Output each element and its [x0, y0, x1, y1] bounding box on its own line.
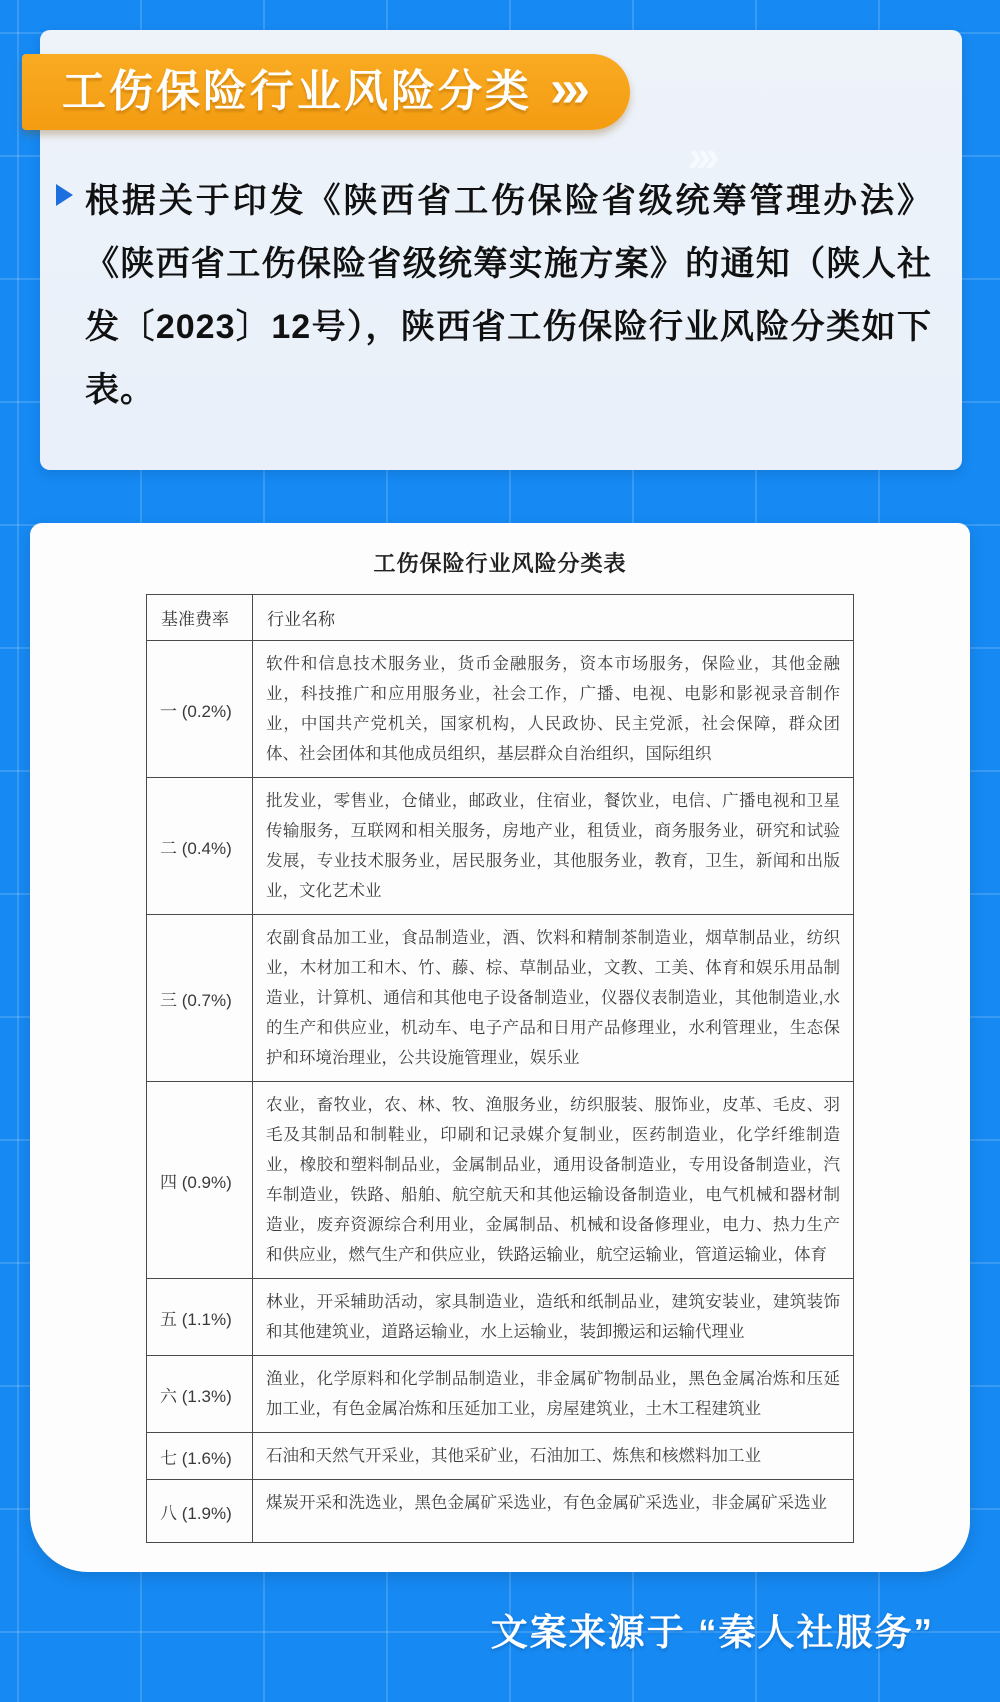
header-base-rate: 基准费率	[147, 595, 253, 641]
intro-paragraph	[85, 170, 932, 422]
rate-cell: 一 (0.2%)	[147, 641, 253, 778]
industries-cell: 渔业，化学原料和化学制品制造业，非金属矿物制品业，黑色金属冶炼和压延加工业，有色金属冶炼和压延加工业，房屋建筑业，土木工程建筑业	[253, 1356, 854, 1433]
page-title: 工伤保险行业风险分类	[62, 67, 532, 116]
header-industry-name: 行业名称	[253, 595, 854, 641]
table-row	[147, 915, 854, 1082]
bullet-triangle-icon	[56, 184, 73, 206]
table-title: 工伤保险行业风险分类表	[373, 551, 627, 576]
rate-cell: 七 (1.6%)	[147, 1433, 253, 1480]
table-row	[147, 1279, 854, 1356]
rate-cell: 二 (0.4%)	[147, 778, 253, 915]
title-banner	[22, 54, 630, 130]
industries-cell: 林业，开采辅助活动，家具制造业，造纸和纸制品业，建筑安装业，建筑装饰和其他建筑业，道路运输业，水上运输业，装卸搬运和运输代理业	[253, 1279, 854, 1356]
table-row	[147, 1480, 854, 1543]
industries-cell: 石油和天然气开采业，其他采矿业，石油加工、炼焦和核燃料加工业	[253, 1433, 854, 1480]
risk-classification-table	[146, 594, 854, 1543]
rate-cell: 八 (1.9%)	[147, 1480, 253, 1543]
table-header-row	[147, 595, 854, 641]
table-row	[147, 641, 854, 778]
intro-text: 根据关于印发《陕西省工伤保险省级统筹管理办法》《陕西省工伤保险省级统筹实施方案》的通知（陕人社发〔2023〕12号），陕西省工伤保险行业风险分类如下表。	[85, 182, 932, 409]
rate-cell: 三 (0.7%)	[147, 915, 253, 1082]
table-row	[147, 778, 854, 915]
industries-cell: 批发业，零售业，仓储业，邮政业，住宿业，餐饮业，电信、广播电视和卫星传输服务，互联网和相关服务，房地产业，租赁业，商务服务业，研究和试验发展，专业技术服务业，居民服务业，其他服务业，教育，卫生，新闻和出版业，文化艺术业	[253, 778, 854, 915]
rate-cell: 五 (1.1%)	[147, 1279, 253, 1356]
chevron-right-icons: ›››	[550, 60, 584, 118]
rate-cell: 四 (0.9%)	[147, 1082, 253, 1279]
industries-cell: 煤炭开采和洗选业，黑色金属矿采选业，有色金属矿采选业，非金属矿采选业	[253, 1480, 854, 1543]
industries-cell: 农业，畜牧业，农、林、牧、渔服务业，纺织服装、服饰业，皮革、毛皮、羽毛及其制品和制鞋业，印刷和记录媒介复制业，医药制造业，化学纤维制造业，橡胶和塑料制品业，金属制品业，通用设备制造业，专用设备制造业，汽车制造业，铁路、船舶、航空航天和其他运输设备制造业，电气机械和器材制造业，废弃资源综合利用业，金属制品、机械和设备修理业，电力、热力生产和供应业，燃气生产和供应业，铁路运输业，航空运输业，管道运输业，体育	[253, 1082, 854, 1279]
table-row	[147, 1082, 854, 1279]
table-row	[147, 1433, 854, 1480]
footer-source-text: 文案来源于 “秦人社服务”	[490, 1612, 934, 1653]
rate-cell: 六 (1.3%)	[147, 1356, 253, 1433]
industries-cell: 软件和信息技术服务业，货币金融服务，资本市场服务，保险业，其他金融业，科技推广和应用服务业，社会工作，广播、电视、电影和影视录音制作业，中国共产党机关，国家机构，人民政协、民主党派，社会保障，群众团体、社会团体和其他成员组织，基层群众自治组织，国际组织	[253, 641, 854, 778]
industries-cell: 农副食品加工业，食品制造业，酒、饮料和精制茶制造业，烟草制品业，纺织业，木材加工和木、竹、藤、棕、草制品业，文教、工美、体育和娱乐用品制造业，计算机、通信和其他电子设备制造业，仪器仪表制造业，其他制造业,水的生产和供应业，机动车、电子产品和日用产品修理业，水利管理业，生态保护和环境治理业，公共设施管理业，娱乐业	[253, 915, 854, 1082]
risk-table-card	[30, 523, 970, 1572]
table-row	[147, 1356, 854, 1433]
chevron-watermark-icon: ›››	[685, 132, 717, 181]
